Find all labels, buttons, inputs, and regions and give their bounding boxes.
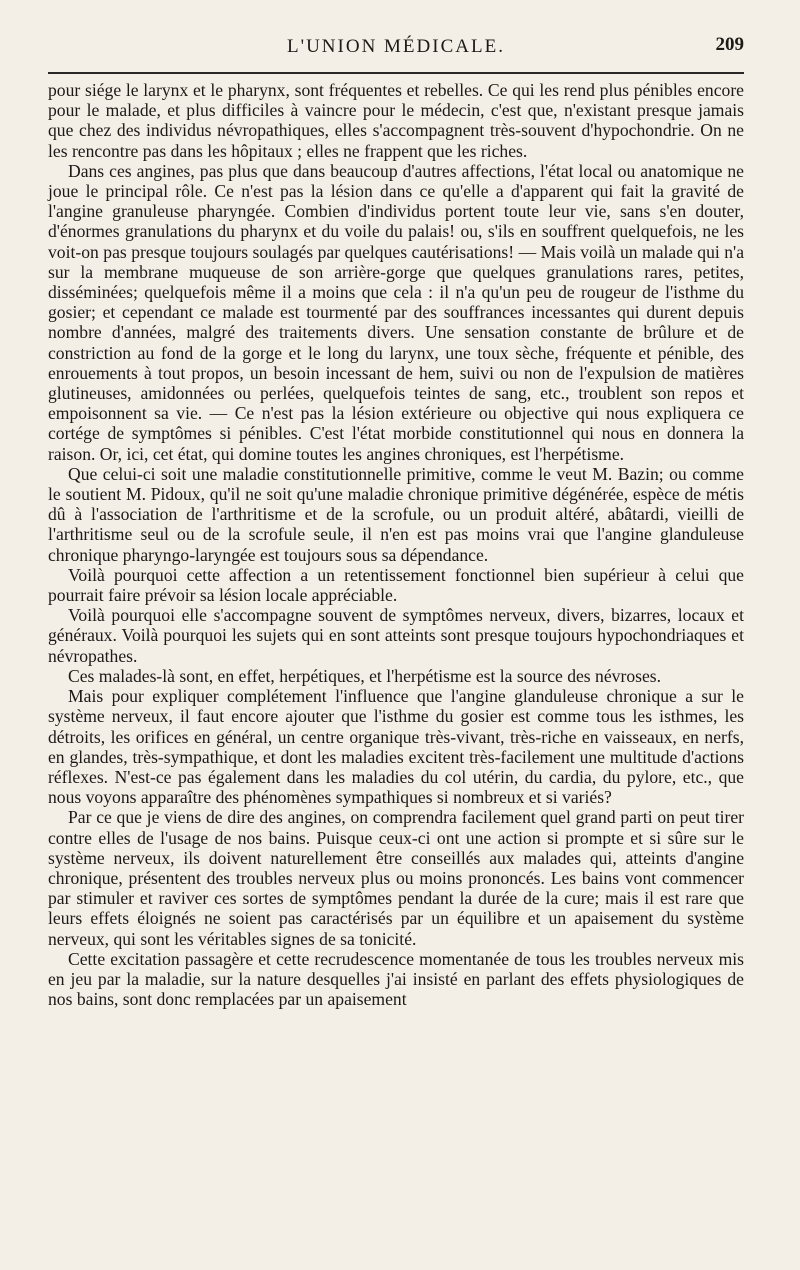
paragraph-2: Dans ces angines, pas plus que dans beaucoup d'autres affections, l'état local ou anatomique ne joue le principal rôle. Ce n'est pas la lésion dans ce qu'elle a d'apparent qui fait la gravité de l'angine granuleuse pharyngée. Combien d'individus portent toute leur vie, sans s'en douter, d'énormes granulations du pharynx et du voile du palais! ou, s'ils en souffrent quelquefois, ne les voit-on pas presque toujours soulagés par quelques cautérisations! — Mais voilà un malade qui n'a sur la membrane muqueuse de son arrière-gorge que quelques granulations rares, petites, disséminées; quelquefois même il a moins que cela : il n'a qu'un peu de rougeur de l'isthme du gosier; et cependant ce malade est tourmenté par des souffrances incessantes qui durent depuis nombre d'années, malgré des traitements divers. Une sensation constante de brûlure et de constriction au fond de la gorge et le long du larynx, une toux sèche, fréquente et pénible, des enrouements à tout propos, un besoin incessant de hem, suivi ou non de l'expulsion de matières glutineuses, amidonnées ou perlées, quelquefois teintes de sang, etc., troublent son repos et empoisonnent sa vie. — Ce n'est pas la lésion extérieure ou objective qui nous expliquera ce cortége de symptômes si pénibles. C'est l'état morbide constitutionnel qui nous en donnera la raison. Or, ici, cet état, qui domine toutes les angines chroniques, est l'herpétisme. bbox=[48, 160, 744, 464]
paragraph-1: pour siége le larynx et le pharynx, sont fréquentes et rebelles. Ce qui les rend plus pénibles encore pour le malade, et plus difficiles à vaincre pour le médecin, c'est que, n'existant presque jamais que chez des individus névropathiques, elles s'accompagnent très-souvent d'hypochondrie. On ne les rencontre pas dans les hôpitaux ; elles ne frappent que les riches. bbox=[48, 80, 744, 161]
paragraph-8: Par ce que je viens de dire des angines, on comprendra facilement quel grand parti on peut tirer contre elles de l'usage de nos bains. Puisque ceux-ci ont une action si prompte et si sûre sur le système nerveux, ils doivent naturellement être conseillés aux malades qui, atteints d'angine chronique, présentent des troubles nerveux plus ou moins prononcés. Les bains vont commencer par stimuler et raviver ces sortes de symptômes pendant la durée de la cure; mais il est rare que leurs effets éloignés ne soient pas caractérisés par un équilibre et un apaisement du système nerveux, qui sont les véritables signes de sa tonicité. bbox=[48, 807, 744, 949]
paragraph-4: Voilà pourquoi cette affection a un retentissement fonctionnel bien supérieur à celui que pourrait faire prévoir sa lésion locale appréciable. bbox=[48, 564, 744, 606]
paragraph-7: Mais pour expliquer complétement l'influence que l'angine glanduleuse chronique a sur le système nerveux, il faut encore ajouter que l'isthme du gosier est comme tous les isthmes, les détroits, les orifices en général, un centre organique très-vivant, très-riche en vaisseaux, en nerfs, en glandes, très-sympathique, et dont les maladies excitent très-facilement une multitude d'actions réflexes. N'est-ce pas également dans les maladies du col utérin, du cardia, du pylore, etc., que nous voyons apparaître des phénomènes sympathiques si nombreux et si variés? bbox=[48, 686, 744, 808]
paragraph-6: Ces malades-là sont, en effet, herpétiques, et l'herpétisme est la source des névroses. bbox=[68, 665, 662, 686]
page-header bbox=[48, 30, 744, 70]
paragraph-5: Voilà pourquoi elle s'accompagne souvent de symptômes nerveux, divers, bizarres, locaux et généraux. Voilà pourquoi les sujets qui en sont atteints sont presque toujours hypochondriaques et névropathes. bbox=[48, 605, 744, 666]
header-rule bbox=[48, 72, 744, 74]
paragraph-9: Cette excitation passagère et cette recrudescence momentanée de tous les troubles nerveux mis en jeu par la maladie, sur la nature desquelles j'ai insisté en parlant des effets physiologiques de nos bains, sont donc remplacées par un apaisement bbox=[48, 948, 744, 1010]
page-number: 209 bbox=[715, 34, 744, 55]
paragraph-3: Que celui-ci soit une maladie constitutionnelle primitive, comme le veut M. Bazin; ou comme le soutient M. Pidoux, qu'il ne soit qu'une maladie chronique primitive dégénérée, espèce de métis dû à l'association de l'arthritisme et de la scrofule, ou un produit altéré, abâtardi, vieilli de l'arthritisme seul ou de la scrofule seule, il n'en est pas moins vrai que l'angine glanduleuse chronique pharyngo-laryngée est toujours sous sa dépendance. bbox=[48, 463, 744, 565]
body-text bbox=[48, 80, 744, 1009]
running-title: L'UNION MÉDICALE. bbox=[287, 36, 505, 57]
